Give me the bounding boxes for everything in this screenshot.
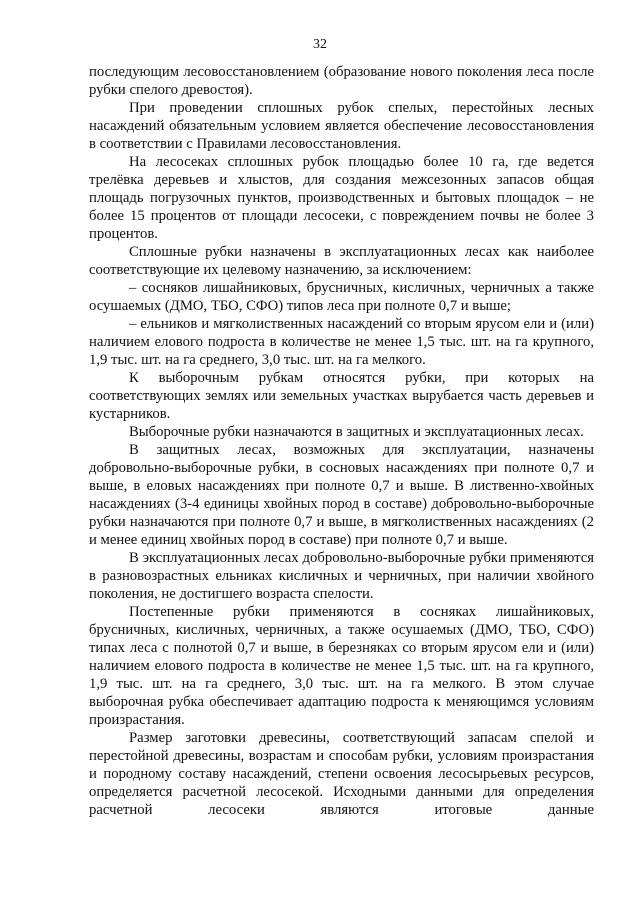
body-text [89,63,594,819]
list-item: – сосняков лишайниковых, брусничных, кисличных, черничных а также осушаемых (ДМО, ТБО, СФО) типов леса при полноте 0,7 и выше; [89,280,594,314]
paragraph: Постепенные рубки применяются в сосняках лишайниковых, брусничных, кисличных, черничных, а также осушаемых (ДМО, ТБО, СФО) типах леса с полнотой 0,7 и выше, в березняках со вторым ярусом ели и (или) наличием елового подроста в количестве не менее 1,5 тыс. шт. на га крупного, 1,9 тыс. шт. на га среднего, 3,0 тыс. шт. на га мелкого. В этом случае выборочная рубка обеспечивает адаптацию подроста к меняющимся условиям произрастания. [89,604,594,728]
paragraph: Сплошные рубки назначены в эксплуатационных лесах как наиболее соответствующие их целевому назначению, за исключением: [89,244,594,278]
paragraph: Размер заготовки древесины, соответствующий запасам спелой и перестойной древесины, возрастам и способам рубки, условиям произрастания и породному составу насаждений, степени освоения лесосырьевых ресурсов, определяется расчетной лесосекой. Исходными данными для определения расчетной лесосеки являются итоговые данные [89,730,594,818]
paragraph: В защитных лесах, возможных для эксплуатации, назначены добровольно-выборочные рубки, в сосновых насаждениях при полноте 0,7 и выше, в еловых насаждениях при полноте 0,7 и выше. В лиственно-хвойных насаждениях (3-4 единицы хвойных пород в составе) добровольно-выборочные рубки назначаются при полноте 0,7 и выше, в мягколиственных насаждениях (2 и менее единиц хвойных пород в составе) при полноте 0,7 и выше. [89,442,594,548]
paragraph: На лесосеках сплошных рубок площадью более 10 га, где ведется трелёвка деревьев и хлыстов, для создания межсезонных запасов общая площадь погрузочных пунктов, производственных и бытовых площадок – не более 15 процентов от площади лесосеки, с повреждением почвы не более 3 процентов. [89,154,594,242]
paragraph: последующим лесовосстановлением (образование нового поколения леса после рубки спелого древостоя). [89,64,594,98]
page-number: 32 [313,37,327,52]
paragraph: В эксплуатационных лесах добровольно-выборочные рубки применяются в разновозрастных ельниках кисличных и черничных, при наличии хвойного поколения, не достигшего возраста спелости. [89,550,594,602]
paragraph: Выборочные рубки назначаются в защитных и эксплуатационных лесах. [129,424,584,440]
paragraph: При проведении сплошных рубок спелых, перестойных лесных насаждений обязательным условием является обеспечение лесовосстановления в соответствии с Правилами лесовосстановления. [89,100,594,152]
list-item: – ельников и мягколиственных насаждений со вторым ярусом ели и (или) наличием елового подроста в количестве не менее 1,5 тыс. шт. на га крупного, 1,9 тыс. шт. на га среднего, 3,0 тыс. шт. на га мелкого. [89,316,594,368]
paragraph: К выборочным рубкам относятся рубки, при которых на соответствующих землях или земельных участках вырубается часть деревьев и кустарников. [89,370,594,422]
